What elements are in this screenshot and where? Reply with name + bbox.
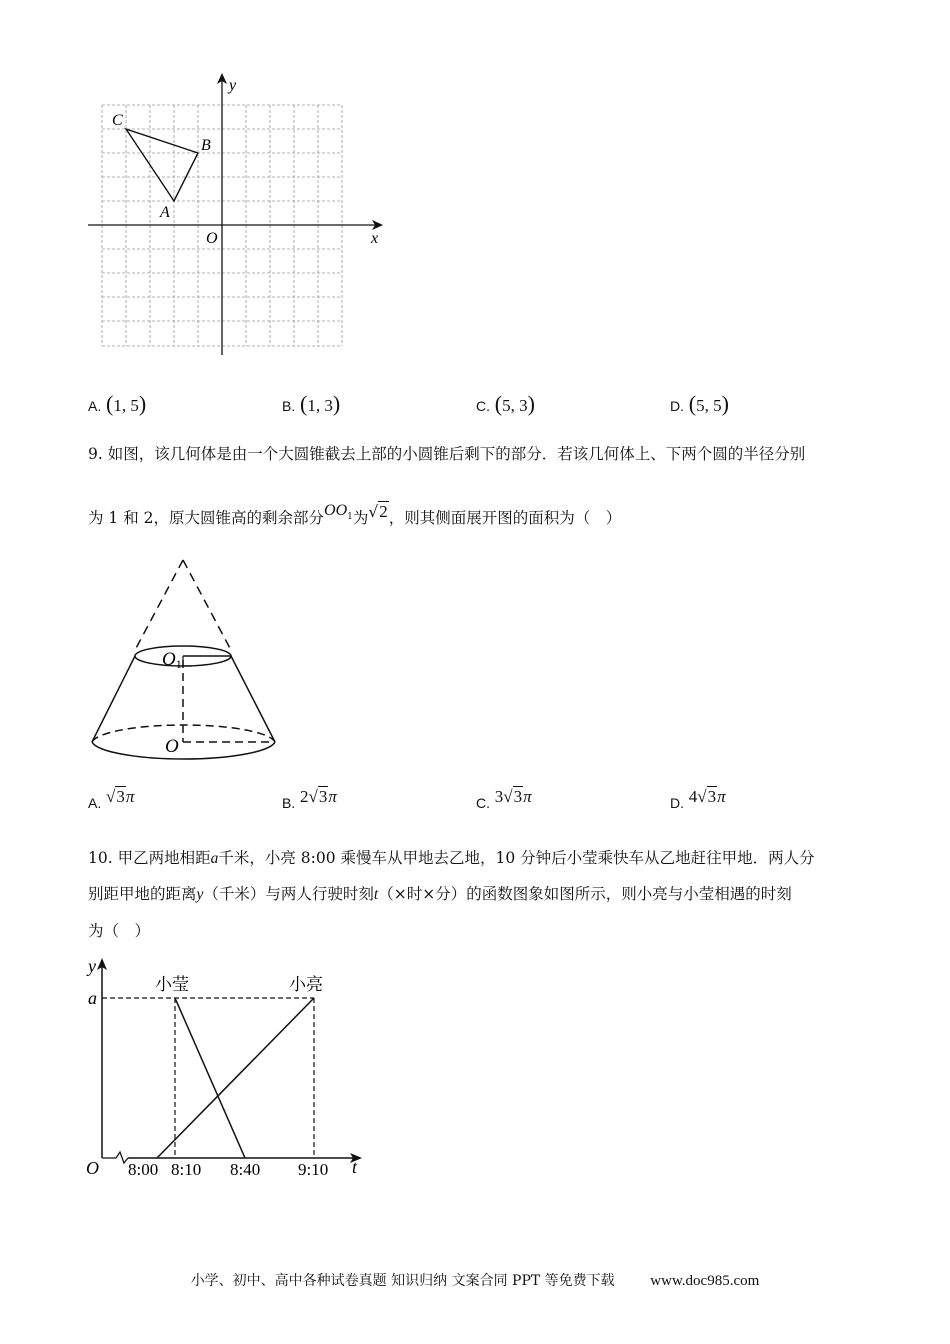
option-value: 5, 3 [502, 396, 528, 415]
a-label: a [88, 988, 97, 1008]
q8-option-b[interactable]: B. (1, 3) [282, 391, 341, 416]
point-b-label: B [201, 137, 211, 154]
option-value: 1, 5 [113, 396, 139, 415]
q10-text-line3: 为（ ） [88, 922, 151, 940]
y-axis-label: y [229, 77, 237, 94]
tick-label-840: 8:40 [230, 1160, 261, 1179]
option-value: 5, 5 [696, 396, 722, 415]
bottom-circle-front [92, 742, 275, 759]
q8-option-d[interactable]: D. (5, 5) [670, 391, 729, 416]
footer-text: 小学、初中、高中各种试卷真题 知识归纳 文案合同 PPT 等免费下载 [190, 1273, 615, 1289]
q9-option-a[interactable]: A. √3π [88, 787, 135, 811]
x-axis-break [102, 1152, 128, 1163]
x-axis-label: x [371, 230, 379, 247]
tick-label-910: 9:10 [298, 1160, 329, 1179]
q8-option-a[interactable]: A. (1, 5) [88, 391, 147, 416]
q9-text-line1: 9. 如图，该几何体是由一个大圆锥截去上部的小圆锥后剩下的部分．若该几何体上、下两个圆的半径分别 [88, 445, 806, 463]
x-axis-label: t [352, 1157, 358, 1177]
option-letter: D. [670, 398, 684, 414]
footer-link[interactable]: www.doc985.com [650, 1273, 760, 1289]
origin-label: O [86, 1158, 99, 1178]
tick-label-810: 8:10 [171, 1160, 202, 1179]
top-center-label: O1 [162, 649, 182, 671]
option-value: 1, 3 [307, 396, 333, 415]
bottom-center-label: O [165, 736, 179, 757]
footer [0, 1270, 950, 1290]
q10-text-line2: 别距甲地的距离y（千米）与两人行驶时刻t（×时×分）的函数图象如图所示，则小亮与小莹相遇的时刻 [88, 885, 792, 903]
y-axis-label: y [88, 956, 96, 976]
apex-dashed-left [134, 560, 183, 652]
option-letter: A. [88, 398, 102, 414]
q10-function-graph [80, 950, 380, 1185]
origin-label: O [206, 230, 218, 247]
right-angle-mark [183, 656, 192, 666]
q8-option-c[interactable]: C. (5, 3) [476, 391, 535, 416]
point-a-label: A [160, 204, 170, 221]
q9-text-line2: 为 1 和 2，原大圆锥高的剩余部分$OO^1$为√2，则其侧面展开图的面积为（ ） [88, 502, 622, 527]
triangle-abc [126, 129, 198, 201]
q8-coordinate-figure [80, 70, 400, 365]
point-c-label: C [112, 112, 123, 129]
q9-option-d[interactable]: D. 4√3π [670, 787, 726, 811]
tick-label-800: 8:00 [128, 1160, 159, 1179]
series-label-xiaoying: 小莹 [155, 975, 189, 994]
q9-frustum-figure [82, 552, 287, 767]
q9-option-c[interactable]: C. 3√3π [476, 787, 532, 811]
apex-dashed-right [183, 560, 232, 652]
option-letter: C. [476, 398, 490, 414]
option-letter: B. [282, 398, 296, 414]
line-xiaoliang [157, 998, 314, 1158]
q9-option-b[interactable]: B. 2√3π [282, 787, 337, 811]
q10-text-line1: 10. 甲乙两地相距a千米，小亮 8:00 乘慢车从甲地去乙地，10 分钟后小莹乘快车从乙地赶往甲地．两人分 [88, 849, 815, 867]
series-label-xiaoliang: 小亮 [289, 975, 323, 994]
